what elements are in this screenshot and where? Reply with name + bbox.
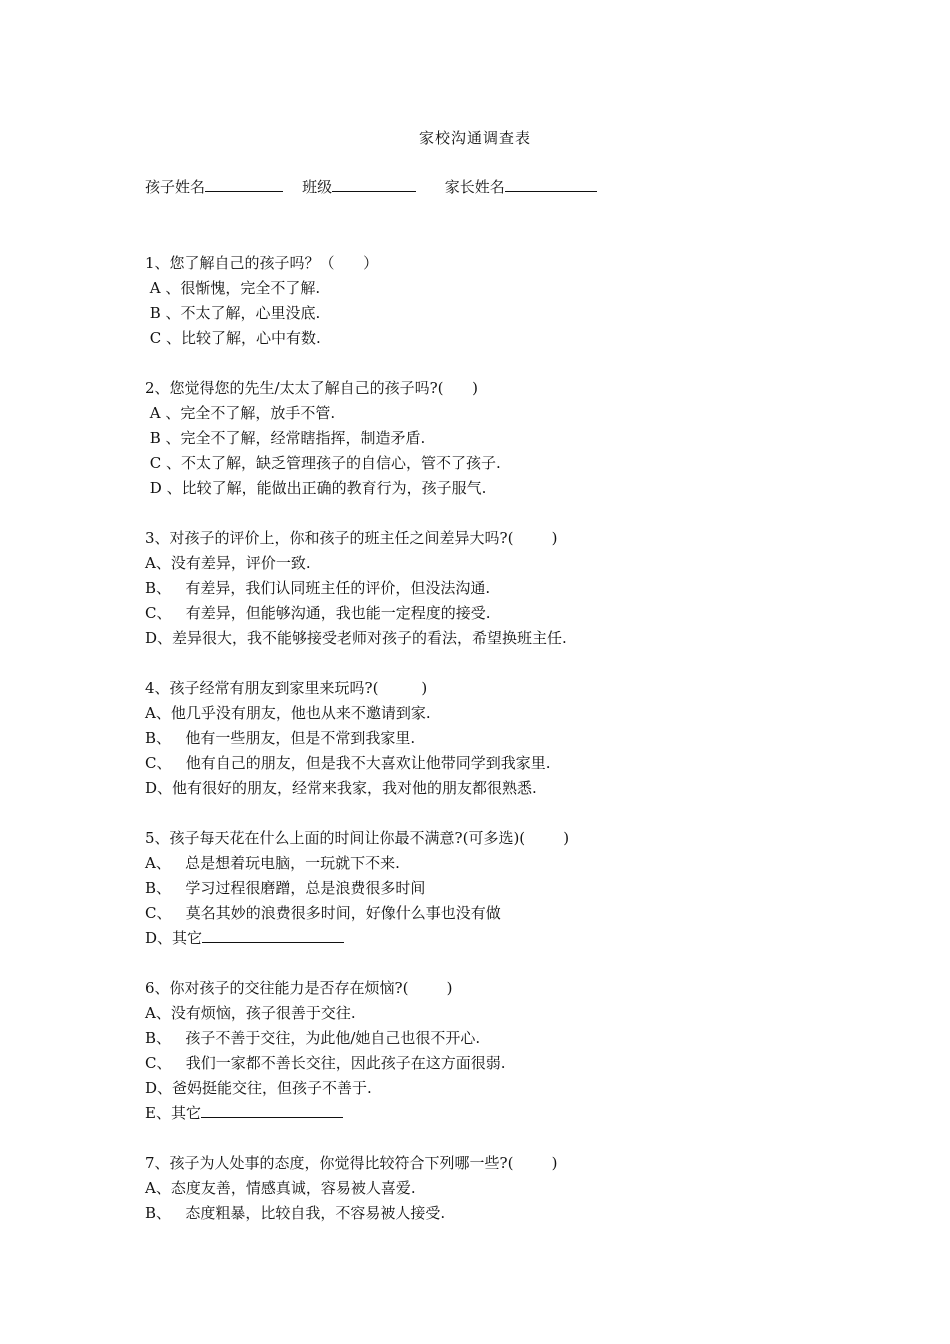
answer-option-label: B、 态度粗暴，比较自我，不容易被人接受.	[145, 1204, 446, 1222]
answer-option-label: D、爸妈挺能交往，但孩子不善于.	[145, 1079, 372, 1097]
class-label: 班级	[302, 178, 333, 196]
answer-option[interactable]	[145, 1201, 845, 1226]
answer-option[interactable]	[145, 776, 845, 801]
answer-option-label: E、其它	[145, 1104, 201, 1122]
answer-option[interactable]	[145, 1101, 845, 1126]
answer-option[interactable]	[145, 601, 845, 626]
answer-option[interactable]	[145, 551, 845, 576]
answer-option[interactable]	[145, 701, 845, 726]
answer-option[interactable]	[145, 401, 845, 426]
class-blank[interactable]	[332, 177, 416, 192]
question-list	[145, 251, 845, 1251]
answer-option-label: A、他几乎没有朋友，他也从来不邀请到家.	[145, 704, 431, 722]
question-1	[145, 251, 845, 351]
answer-option-label: C、 有差异，但能够沟通，我也能一定程度的接受.	[145, 604, 491, 622]
question-4	[145, 676, 845, 801]
question-2	[145, 376, 845, 501]
answer-option[interactable]	[145, 751, 845, 776]
answer-option-label: C、 莫名其妙的浪费很多时间，好像什么事也没有做	[145, 904, 501, 922]
question-text: 5、孩子每天花在什么上面的时间让你最不满意?(可多选)( )	[145, 829, 570, 847]
answer-option-label: D、其它	[145, 929, 203, 947]
question-text: 1、您了解自己的孩子吗？（ ）	[145, 254, 379, 272]
header-fields	[145, 176, 597, 197]
answer-option-label: A、没有差异，评价一致.	[145, 554, 311, 572]
child-name-label: 孩子姓名	[145, 178, 206, 196]
answer-option-label: C 、不太了解，缺乏管理孩子的自信心，管不了孩子.	[145, 454, 501, 472]
answer-option-label: B、 他有一些朋友，但是不常到我家里.	[145, 729, 416, 747]
question-7	[145, 1151, 845, 1226]
answer-option-label: B、 学习过程很磨蹭，总是浪费很多时间	[145, 879, 426, 897]
answer-option[interactable]	[145, 876, 845, 901]
answer-option[interactable]	[145, 326, 845, 351]
answer-option[interactable]	[145, 451, 845, 476]
answer-option[interactable]	[145, 626, 845, 651]
answer-option-label: A 、很惭愧，完全不了解.	[145, 279, 321, 297]
answer-option-label: C、 他有自己的朋友，但是我不大喜欢让他带同学到我家里.	[145, 754, 551, 772]
question-6	[145, 976, 845, 1126]
answer-option[interactable]	[145, 426, 845, 451]
answer-option-label: B 、完全不了解，经常瞎指挥，制造矛盾.	[145, 429, 426, 447]
answer-option[interactable]	[145, 851, 845, 876]
answer-option-label: D、他有很好的朋友，经常来我家，我对他的朋友都很熟悉.	[145, 779, 537, 797]
answer-option-label: A、没有烦恼，孩子很善于交往.	[145, 1004, 356, 1022]
parent-name-blank[interactable]	[505, 177, 597, 192]
answer-option-label: C 、比较了解，心中有数.	[145, 329, 321, 347]
question-text: 4、孩子经常有朋友到家里来玩吗?( )	[145, 679, 428, 697]
answer-option-label: A、 总是想着玩电脑，一玩就下不来.	[145, 854, 400, 872]
question-5	[145, 826, 845, 951]
question-text: 7、孩子为人处事的态度，你觉得比较符合下列哪一些?( )	[145, 1154, 558, 1172]
answer-option-label: D 、比较了解，能做出正确的教育行为，孩子服气.	[145, 479, 487, 497]
answer-option-label: A 、完全不了解，放手不管.	[145, 404, 336, 422]
answer-option-label: D、差异很大，我不能够接受老师对孩子的看法，希望换班主任.	[145, 629, 567, 647]
question-text: 3、对孩子的评价上，你和孩子的班主任之间差异大吗?( )	[145, 529, 558, 547]
answer-option[interactable]	[145, 1076, 845, 1101]
answer-option[interactable]	[145, 726, 845, 751]
page-title: 家校沟通调查表	[418, 129, 531, 147]
answer-option[interactable]	[145, 301, 845, 326]
answer-option[interactable]	[145, 576, 845, 601]
answer-option-label: C、 我们一家都不善长交往，因此孩子在这方面很弱.	[145, 1054, 506, 1072]
answer-option-label: A、态度友善，情感真诚，容易被人喜爱.	[145, 1179, 416, 1197]
answer-option-label: B、 有差异，我们认同班主任的评价，但没法沟通.	[145, 579, 491, 597]
answer-option-label: B 、不太了解，心里没底.	[145, 304, 321, 322]
question-text: 6、你对孩子的交往能力是否存在烦恼?( )	[145, 979, 453, 997]
answer-option[interactable]	[145, 276, 845, 301]
answer-option[interactable]	[145, 1001, 845, 1026]
question-3	[145, 526, 845, 651]
answer-option[interactable]	[145, 926, 845, 951]
answer-option-label: B、 孩子不善于交往，为此他/她自己也很不开心.	[145, 1029, 481, 1047]
answer-option[interactable]	[145, 901, 845, 926]
other-answer-blank[interactable]	[201, 1103, 343, 1118]
answer-option[interactable]	[145, 1176, 845, 1201]
parent-name-label: 家长姓名	[444, 178, 505, 196]
answer-option[interactable]	[145, 1051, 845, 1076]
child-name-blank[interactable]	[205, 177, 283, 192]
other-answer-blank[interactable]	[202, 928, 344, 943]
answer-option[interactable]	[145, 1026, 845, 1051]
answer-option[interactable]	[145, 476, 845, 501]
question-text: 2、您觉得您的先生/太太了解自己的孩子吗?( )	[145, 379, 478, 397]
